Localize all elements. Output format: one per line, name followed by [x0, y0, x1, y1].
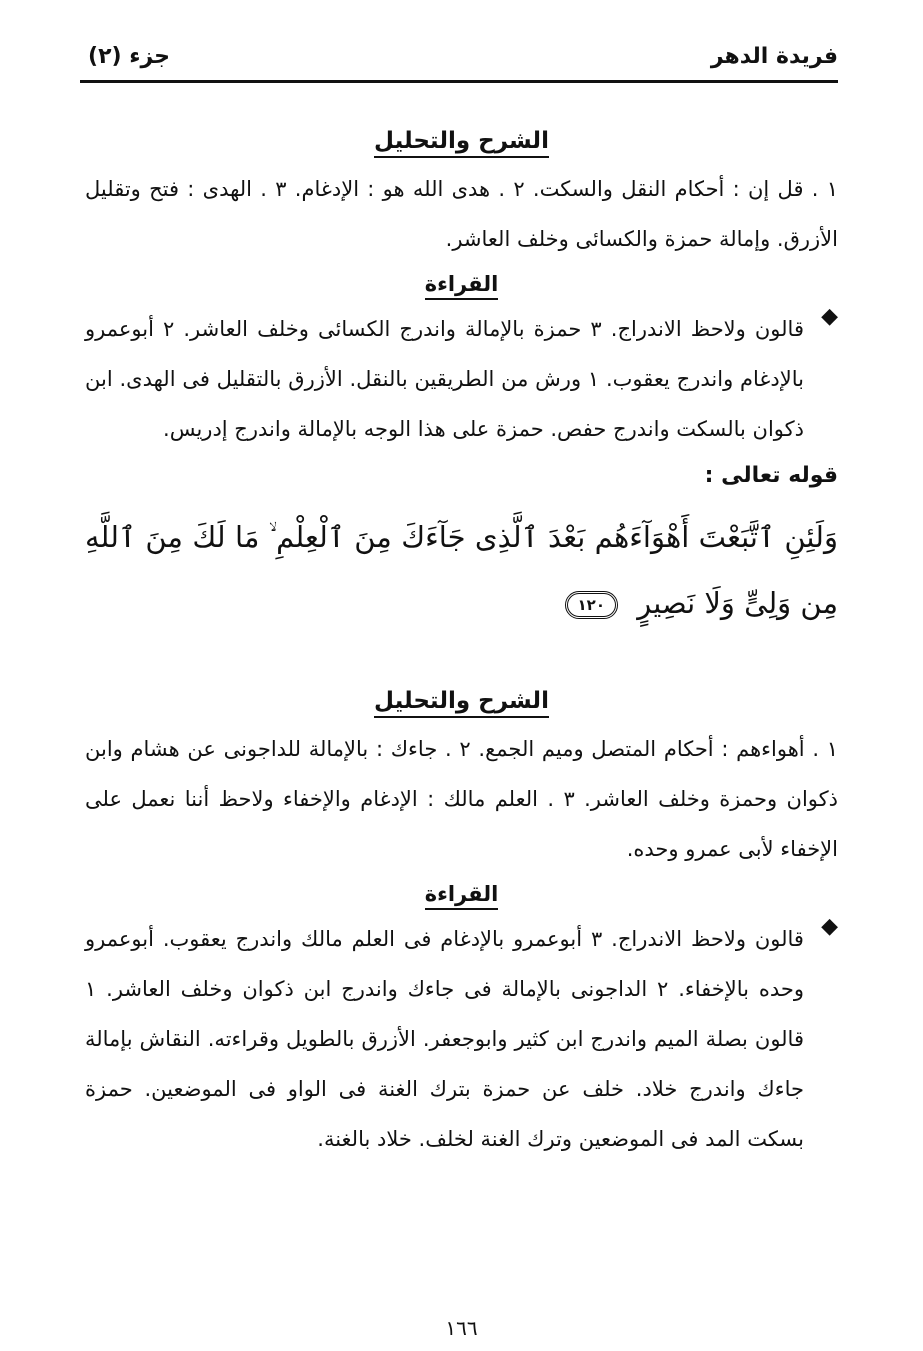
part-number: جزء (٢) — [88, 44, 171, 69]
section1-reading-heading: القراءة — [85, 264, 838, 304]
section2-reading-heading: القراءة — [85, 874, 838, 914]
book-title: فريدة الدهر — [710, 44, 838, 69]
section2-reading-text: قالون ولاحظ الاندراج. ٣ أبوعمرو بالإدغام فى العلم مالك واندرج يعقوب. أبوعمرو وحده بالإخفاء. ٢ الداجونى بالإمالة فى جاءك واندرج ابن ذكوان وخلف العاشر. ١ قالون بصلة الميم واندرج ابن كثير وابوجعفر. الأزرق بالطويل وقراءته. النقاش بإمالة جاءك واندرج خلاد. خلف عن حمزة بترك الغنة فى الواو فى الموضعين. حمزة بسكت المد فى الموضعين وترك الغنة لخلف. خلاد بالغنة. — [85, 927, 804, 1151]
verse-label: قوله تعالى : — [704, 463, 838, 488]
section1-explanation: ١ . قل إن : أحكام النقل والسكت. ٢ . هدى الله هو : الإدغام. ٣ . الهدى : فتح وتقليل الأزرق. وإمالة حمزة والكسائى وخلف العاشر. — [85, 177, 839, 251]
section2-explanation: ١ . أهواءهم : أحكام المتصل وميم الجمع. ٢ . جاءك : بالإمالة للداجونى عن هشام وابن ذكوان وحمزة وخلف العاشر. ٣ . العلم مالك : الإدغام والإخفاء ولاحظ أننا نعمل على الإخفاء لأبى عمرو وحده. — [85, 737, 838, 861]
ayah-number-badge: ١٢٠ — [565, 591, 618, 619]
section1-heading: الشرح والتحليل — [85, 118, 838, 164]
diamond-bullet-icon: ◆ — [821, 914, 838, 939]
section1-reading — [85, 304, 838, 454]
section1-reading-text: قالون ولاحظ الاندراج. ٣ حمزة بالإمالة واندرج الكسائى وخلف العاشر. ٢ أبوعمرو بالإدغام واندرج يعقوب. ١ ورش من الطريقين بالنقل. الأزرق بالتقليل فى الهدى. ابن ذكوان بالسكت واندرج حفص. حمزة على هذا الوجه بالإمالة واندرج إدريس. — [85, 317, 804, 441]
page-body — [85, 118, 838, 1164]
running-header — [80, 38, 838, 83]
page-number: ١٦٦ — [445, 1316, 478, 1340]
diamond-bullet-icon: ◆ — [821, 304, 838, 329]
section2-heading: الشرح والتحليل — [85, 678, 838, 724]
section2-reading — [85, 914, 838, 1164]
verse-text: وَلَئِنِ ٱتَّبَعْتَ أَهْوَآءَهُم بَعْدَ ٱلَّذِى جَآءَكَ مِنَ ٱلْعِلْمِ ۙ مَا لَكَ مِنَ ٱللَّهِ مِن وَلِىٍّ وَلَا نَصِيرٍ — [85, 520, 838, 620]
quran-verse — [85, 498, 838, 642]
